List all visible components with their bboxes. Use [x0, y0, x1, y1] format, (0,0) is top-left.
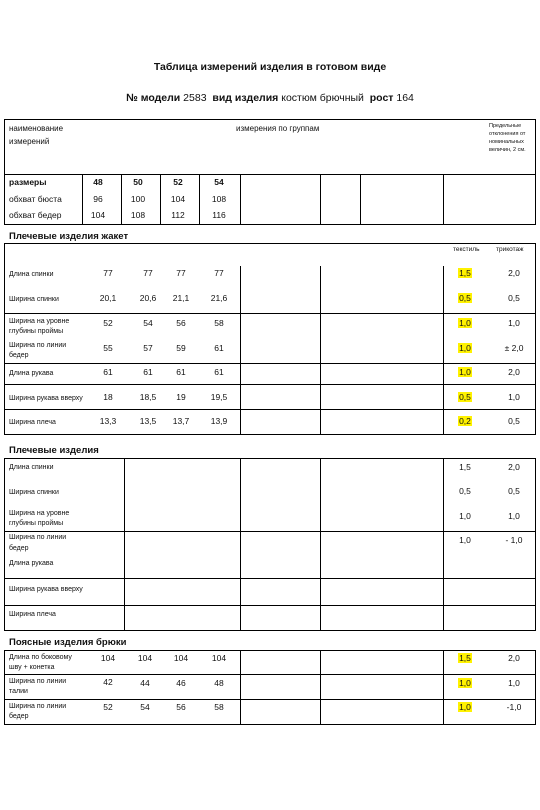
grid-v	[160, 174, 161, 224]
height-label: рост	[369, 92, 394, 104]
textile-tolerance: 1,0	[459, 535, 471, 545]
page-title: Таблица измерений изделия в готовом виде	[153, 61, 387, 73]
cell-value: 13,3	[99, 416, 117, 426]
grid-h	[4, 384, 536, 385]
cell-value: 20,6	[139, 293, 157, 303]
model-label: № модели	[126, 92, 181, 104]
row-label: Ширина плеча	[9, 419, 56, 426]
textile-tolerance: 1,0	[459, 367, 471, 377]
bust-value: 96	[93, 194, 103, 204]
row-label: Длина рукава	[9, 370, 54, 377]
textile-tolerance: 0,5	[459, 486, 471, 496]
cell-value: 55	[103, 343, 113, 353]
cell-value: 19,5	[210, 392, 228, 402]
cell-value: 54	[140, 702, 150, 712]
cell-value: 61	[214, 343, 224, 353]
cell-value: 13,5	[139, 416, 157, 426]
bust-label: обхват бюста	[9, 194, 62, 204]
cell-value: 77	[143, 268, 153, 278]
hips-label: обхват бедер	[9, 210, 62, 220]
cell-value: 58	[214, 702, 224, 712]
knit-tolerance: - 1,0	[505, 535, 523, 545]
row-label: Ширина на уровне	[9, 318, 70, 325]
grid-h	[4, 313, 536, 314]
cell-value: 18	[103, 392, 113, 402]
cell-value: 56	[176, 318, 186, 328]
cell-value: 77	[103, 268, 113, 278]
cell-value: 19	[176, 392, 186, 402]
row-label: бедер	[9, 352, 29, 359]
hips-value: 108	[130, 210, 146, 220]
cell-value: 104	[100, 653, 116, 663]
cell-value: 104	[173, 653, 189, 663]
grid-v	[443, 650, 444, 725]
knit-tolerance: 0,5	[508, 416, 520, 426]
textile-tolerance: 1,5	[459, 462, 471, 472]
knit-tolerance: 1,0	[508, 392, 520, 402]
textile-tolerance: 1,0	[459, 318, 471, 328]
knit-tolerance: 2,0	[508, 462, 520, 472]
section3-top-line	[4, 650, 536, 651]
model-number: 2583	[183, 92, 207, 104]
cell-value: 58	[214, 318, 224, 328]
cell-value: 56	[176, 702, 186, 712]
grid-v	[360, 174, 361, 224]
row-label: глубины проймы	[9, 520, 64, 527]
textile-tolerance: 0,5	[459, 293, 471, 303]
row-label: талии	[9, 688, 28, 695]
cell-value: 21,1	[172, 293, 190, 303]
cell-value: 54	[143, 318, 153, 328]
bust-value: 108	[211, 194, 227, 204]
cell-value: 61	[214, 367, 224, 377]
cell-value: 20,1	[99, 293, 117, 303]
size-52: 52	[173, 177, 183, 187]
cell-value: 44	[140, 678, 150, 688]
row-label: Длина спинки	[9, 271, 54, 278]
knit-tolerance: 2,0	[508, 367, 520, 377]
section1-top-line	[4, 243, 536, 244]
cell-value: 46	[176, 678, 186, 688]
table-left-border	[4, 650, 5, 725]
table-right-border	[535, 119, 536, 225]
hips-value: 112	[171, 210, 185, 220]
grid-v	[443, 174, 444, 224]
grid-h	[4, 674, 536, 675]
row-label: бедер	[9, 545, 29, 552]
textile-tolerance: 1,0	[459, 511, 471, 521]
section2-bottom-line	[4, 630, 536, 631]
knit-tolerance: 2,0	[508, 268, 520, 278]
textile-tolerance: 0,5	[459, 392, 471, 402]
grid-v	[240, 650, 241, 725]
row-label: Длина по боковому	[9, 654, 72, 661]
model-line	[0, 92, 540, 104]
name-col-header-2: измерений	[9, 137, 50, 146]
cell-value: 104	[137, 653, 153, 663]
bust-value: 100	[130, 194, 146, 204]
table-left-border	[4, 119, 5, 225]
grid-h	[4, 578, 536, 579]
cell-value: 59	[176, 343, 186, 353]
row-label: шву + конетка	[9, 664, 55, 671]
cell-value: 13,7	[172, 416, 190, 426]
grid-h	[4, 409, 536, 410]
section-jacket-title: Плечевые изделия жакет	[9, 231, 129, 242]
sizes-top-line	[4, 174, 536, 175]
knit-tolerance: 1,0	[508, 318, 520, 328]
col-textile-header: текстиль	[453, 246, 480, 253]
groups-col-header: измерения по группам	[236, 124, 320, 133]
row-label: Ширина спинки	[9, 489, 59, 496]
section3-bottom-line	[4, 724, 536, 725]
section-shoulder-title: Плечевые изделия	[9, 445, 99, 456]
cell-value: 18,5	[139, 392, 157, 402]
kind-value: костюм брючный	[281, 92, 364, 104]
row-label: глубины проймы	[9, 328, 64, 335]
cell-value: 77	[214, 268, 224, 278]
grid-h	[4, 363, 536, 364]
section-trousers-title: Поясные изделия брюки	[9, 637, 127, 648]
row-label: Ширина рукава вверху	[9, 586, 83, 593]
cell-value: 61	[103, 367, 113, 377]
table-right-border	[535, 650, 536, 725]
textile-tolerance: 1,0	[459, 702, 471, 712]
hips-value: 116	[212, 210, 226, 220]
grid-v	[121, 174, 122, 224]
name-col-header-1: наименование	[9, 124, 64, 133]
row-label: Ширина спинки	[9, 296, 59, 303]
cell-value: 13,9	[210, 416, 228, 426]
cell-value: 52	[103, 318, 113, 328]
row-label: Ширина по линии	[9, 534, 67, 541]
grid-h	[4, 699, 536, 700]
cell-value: 61	[143, 367, 153, 377]
table-left-border	[4, 243, 5, 435]
grid-v	[240, 174, 241, 224]
knit-tolerance: -1,0	[506, 702, 522, 712]
row-label: Ширина по линии	[9, 342, 67, 349]
table-right-border	[535, 243, 536, 435]
tolerance-header-1: Предельные	[489, 123, 522, 129]
size-48: 48	[93, 177, 103, 187]
bust-value: 104	[170, 194, 186, 204]
cell-value: 42	[103, 677, 113, 687]
row-label: Ширина рукава вверху	[9, 395, 83, 402]
grid-v	[320, 174, 321, 224]
tolerance-header-2: отклонения от	[489, 131, 526, 137]
row-label: бедер	[9, 713, 29, 720]
tolerance-header-4: величин, 2 см.	[489, 147, 526, 153]
grid-v	[199, 174, 200, 224]
row-label: Длина спинки	[9, 464, 54, 471]
textile-tolerance: 1,0	[459, 343, 471, 353]
grid-h	[4, 531, 536, 532]
knit-tolerance: 1,0	[508, 511, 520, 521]
textile-tolerance: 1,5	[459, 653, 471, 663]
textile-tolerance: 1,0	[459, 678, 471, 688]
section2-top-line	[4, 458, 536, 459]
size-54: 54	[214, 177, 224, 187]
cell-value: 61	[176, 367, 186, 377]
row-label: Ширина на уровне	[9, 510, 70, 517]
cell-value: 57	[143, 343, 153, 353]
textile-tolerance: 1,5	[459, 268, 471, 278]
knit-tolerance: 2,0	[508, 653, 520, 663]
hips-value: 104	[90, 210, 106, 220]
kind-label: вид изделия	[212, 92, 279, 104]
tolerance-header-3: номинальных	[489, 139, 524, 145]
cell-value: 21,6	[210, 293, 228, 303]
knit-tolerance: 1,0	[508, 678, 520, 688]
col-knit-header: трикотаж	[496, 246, 524, 253]
height-value: 164	[396, 92, 414, 104]
section1-bottom-line	[4, 434, 536, 435]
knit-tolerance: ± 2,0	[504, 343, 524, 353]
row-label: Ширина по линии	[9, 678, 67, 685]
row-label: Длина рукава	[9, 560, 54, 567]
cell-value: 52	[103, 702, 113, 712]
sizes-label: размеры	[9, 177, 47, 187]
row-label: Ширина по линии	[9, 703, 67, 710]
grid-v	[320, 650, 321, 725]
size-50: 50	[133, 177, 143, 187]
cell-value: 48	[214, 678, 224, 688]
knit-tolerance: 0,5	[508, 293, 520, 303]
cell-value: 104	[211, 653, 227, 663]
grid-h	[4, 605, 536, 606]
sizes-bottom-line	[4, 224, 536, 225]
textile-tolerance: 0,2	[459, 416, 471, 426]
knit-tolerance: 0,5	[508, 486, 520, 496]
row-label: Ширина плеча	[9, 611, 56, 618]
cell-value: 77	[176, 268, 186, 278]
header-top-line	[4, 119, 536, 120]
